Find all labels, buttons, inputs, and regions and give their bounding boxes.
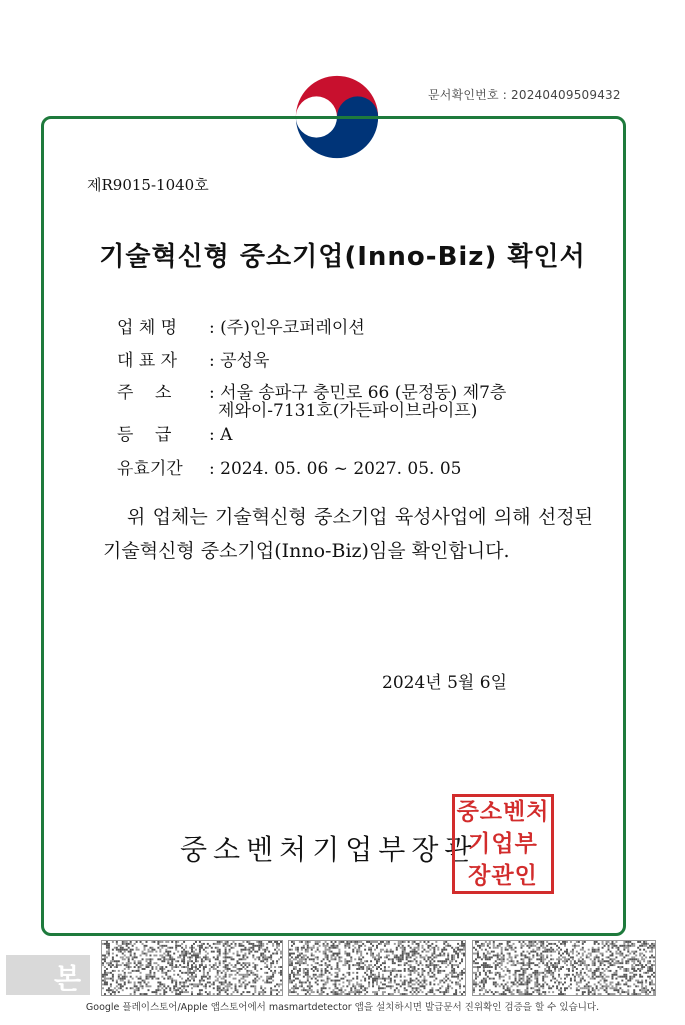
watermark-char: 본 bbox=[54, 962, 82, 995]
verification-barcode bbox=[101, 940, 283, 996]
certification-statement: 위 업체는 기술혁신형 중소기업 육성사업에 의해 선정된 기술혁신형 중소기업(Inno-Biz)임을 확인합니다. bbox=[103, 506, 593, 562]
field-label: 주 소 bbox=[117, 383, 172, 403]
field-value: 공성욱 bbox=[220, 351, 270, 371]
field-company-name bbox=[117, 313, 365, 338]
field-value: 서울 송파구 충민로 66 (문정동) 제7층 bbox=[220, 383, 507, 403]
field-representative bbox=[117, 346, 269, 371]
verification-barcode bbox=[472, 940, 656, 996]
issue-date: 2024년 5월 6일 bbox=[382, 673, 507, 693]
issuer-name: 중소벤처기업부장관 bbox=[180, 833, 478, 866]
field-value: 2024. 05. 06 ~ 2027. 05. 05 bbox=[220, 459, 462, 479]
doc-number-label: 문서확인번호 : bbox=[428, 88, 508, 102]
seal-line: 기업부 bbox=[468, 831, 538, 857]
field-colon: : bbox=[209, 459, 221, 479]
verification-barcode bbox=[288, 940, 466, 996]
field-label: 등 급 bbox=[117, 425, 172, 445]
field-colon: : bbox=[209, 383, 221, 403]
footer-verification-note: Google 플레이스토어/Apple 앱스토어에서 masmartdetector 앱을 설치하시면 발급문서 진위확인 검증을 할 수 있습니다. bbox=[85, 1002, 600, 1013]
field-colon: : bbox=[209, 318, 221, 338]
official-seal bbox=[452, 794, 554, 894]
field-label: 유효기간 bbox=[117, 459, 183, 479]
certificate-number: 제R9015-1040호 bbox=[87, 176, 209, 194]
seal-line: 중소벤처 bbox=[456, 799, 550, 825]
certificate-title: 기술혁신형 중소기업(Inno-Biz) 확인서 bbox=[99, 242, 586, 272]
field-value: (주)인우코퍼레이션 bbox=[220, 318, 365, 338]
address-line-2: 제와이-7131호(가든파이브라이프) bbox=[218, 401, 478, 421]
field-colon: : bbox=[209, 425, 221, 445]
field-value: A bbox=[220, 425, 233, 445]
field-colon: : bbox=[209, 351, 221, 371]
field-validity bbox=[117, 454, 461, 479]
copy-watermark bbox=[6, 955, 90, 995]
field-label: 대 표 자 bbox=[117, 351, 178, 371]
field-label: 업 체 명 bbox=[117, 318, 178, 338]
doc-number-value: 20240409509432 bbox=[511, 88, 621, 102]
seal-line: 장관인 bbox=[468, 863, 538, 889]
field-grade bbox=[117, 420, 232, 445]
doc-verification-number bbox=[428, 86, 621, 103]
